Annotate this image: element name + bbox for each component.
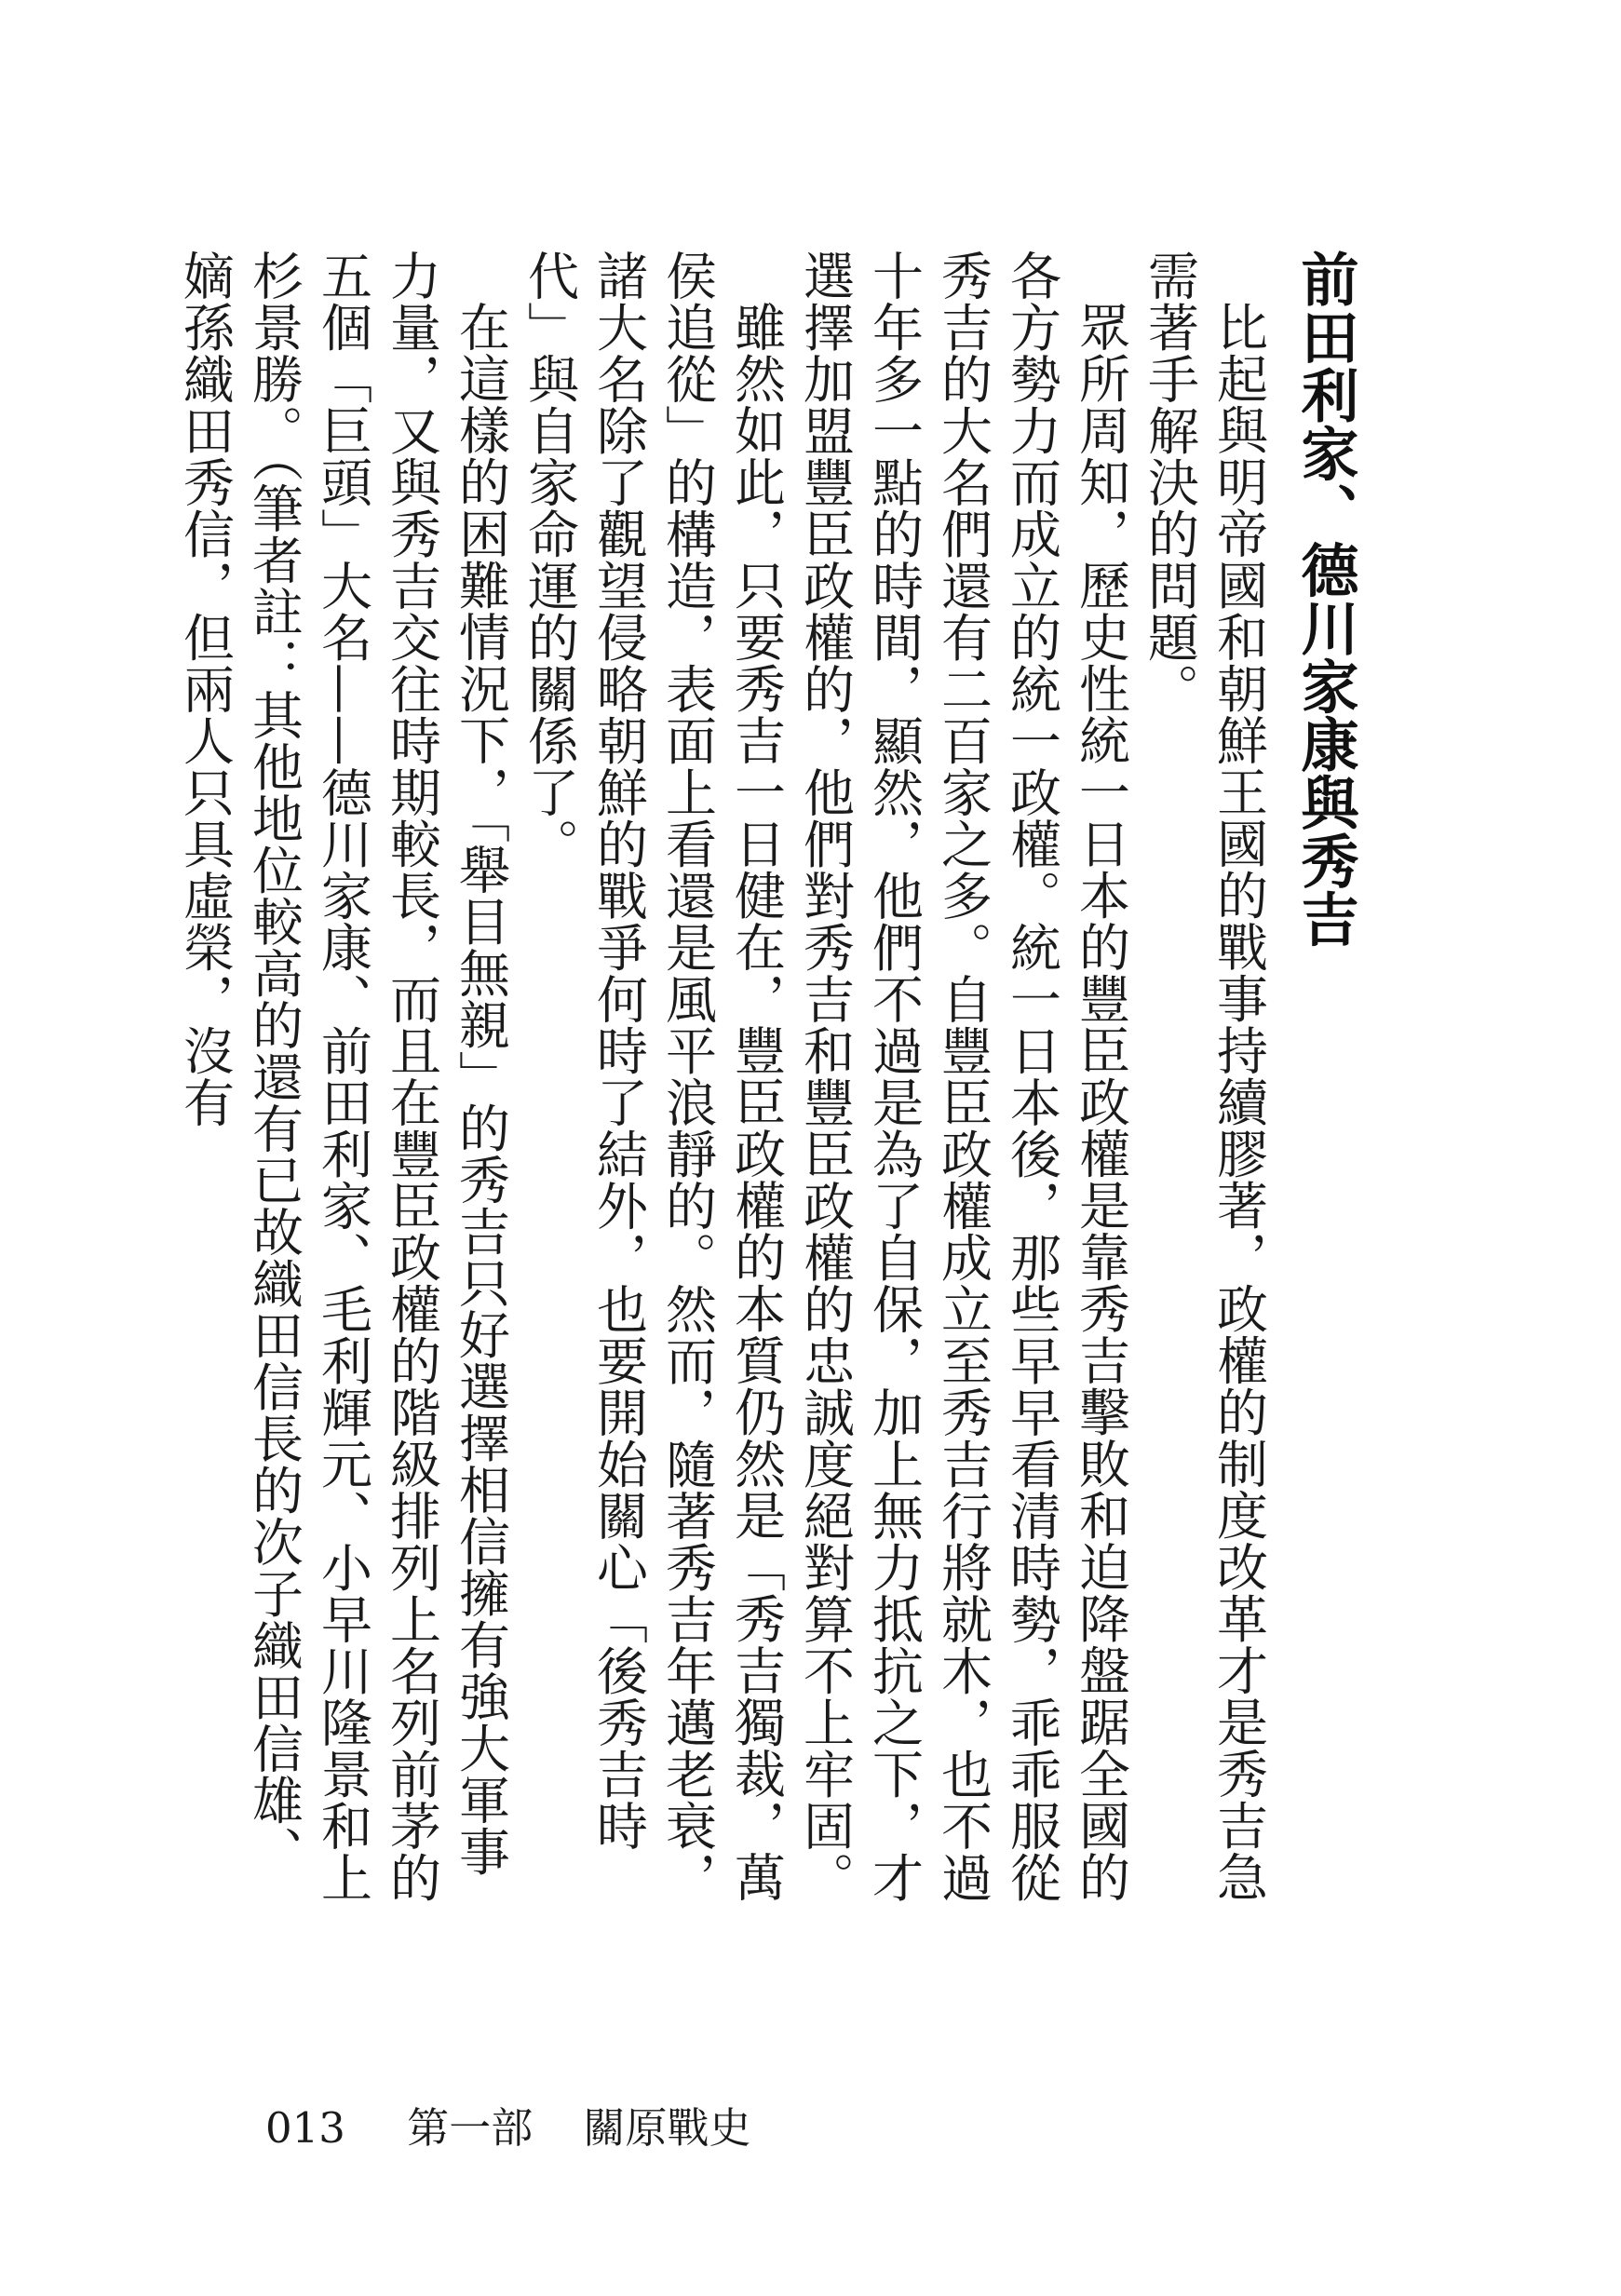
paragraph-1: 比起與明帝國和朝鮮王國的戰事持續膠著，政權的制度改革才是秀吉急需著手解決的問題。 (1140, 250, 1268, 1903)
part-label: 第一部 (407, 2103, 534, 2153)
section-label: 關原戰史 (583, 2103, 751, 2153)
vertical-text-block (175, 250, 1370, 1907)
paragraph-4: 在這樣的困難情況下，「舉目無親」的秀吉只好選擇相信擁有強大軍事力量，又與秀吉交往時期較長，而且在豐臣政權的階級排列上名列前茅的五個「巨頭」大名——德川家康、前田利家、毛利輝元、小早川隆景和上杉景勝。（筆者註：其他地位較高的還有已故織田信長的次子織田信雄、嫡孫織田秀信，但兩人只具虛榮，沒有 (175, 250, 510, 1903)
paragraph-2: 眾所周知，歷史性統一日本的豐臣政權是靠秀吉擊敗和迫降盤踞全國的各方勢力而成立的統一政權。統一日本後，那些早早看清時勢，乖乖服從秀吉的大名們還有二百家之多。自豐臣政權成立至秀吉行將就木，也不過十年多一點的時間，顯然，他們不過是為了自保，加上無力抵抗之下，才選擇加盟豐臣政權的，他們對秀吉和豐臣政權的忠誠度絕對算不上牢固。 (795, 250, 1130, 1903)
page-number: 013 (265, 2103, 345, 2153)
section-heading: 前田利家、德川家康與秀吉 (1291, 250, 1359, 948)
paragraph-3: 雖然如此，只要秀吉一日健在，豐臣政權的本質仍然是「秀吉獨裁，萬侯追從」的構造，表面上看還是風平浪靜的。然而，隨著秀吉年邁老衰，諸大名除了觀望侵略朝鮮的戰爭何時了結外，也要開始關心「後秀吉時代」與自家命運的關係了。 (520, 250, 786, 1903)
page-footer (265, 2102, 751, 2154)
